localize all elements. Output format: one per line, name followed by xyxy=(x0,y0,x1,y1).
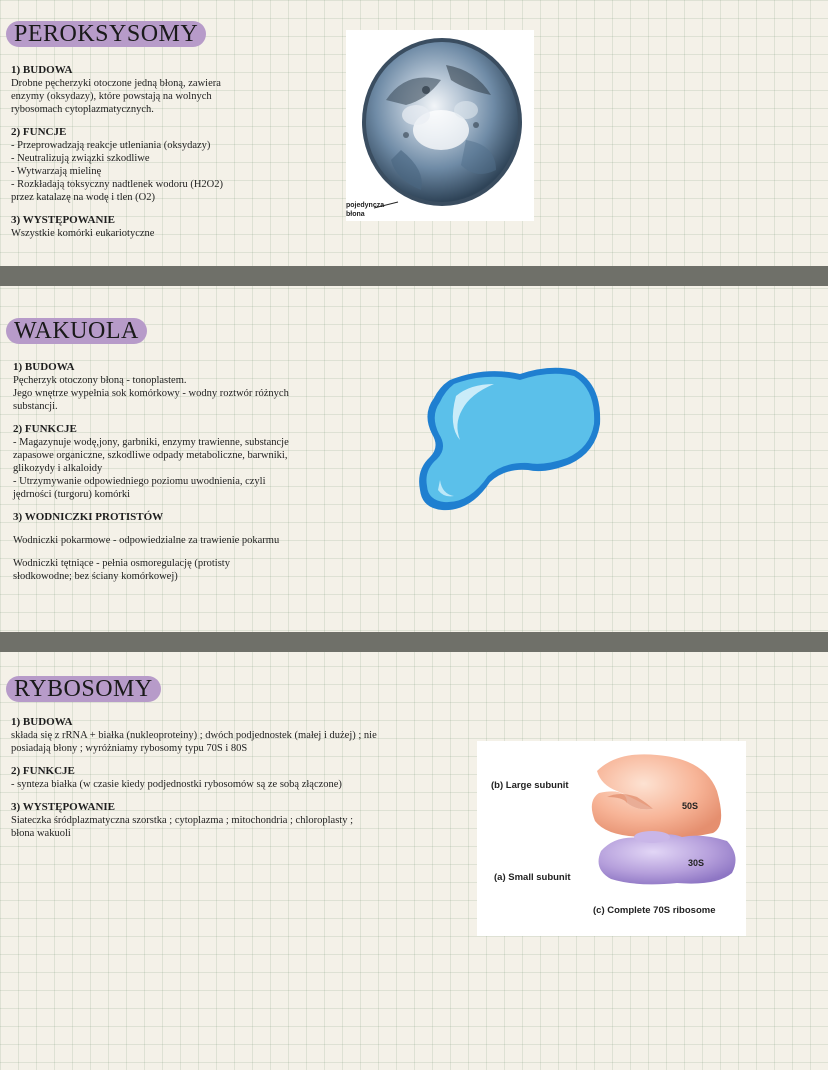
vacuole-illustration xyxy=(410,362,606,518)
ribosome-occurrence-heading: 3) WYSTĘPOWANIE xyxy=(11,801,116,813)
peroxisome-illustration xyxy=(346,30,534,221)
text-line: błona wakuoli xyxy=(11,828,71,839)
ribosome-function-heading: 2) FUNKCJE xyxy=(11,765,75,777)
text-line: Wodniczki tętniące - pełnia osmoregulację (protisty xyxy=(13,558,230,569)
peroxisome-label-line1: pojedyncza xyxy=(346,202,385,209)
text-line: Drobne pęcherzyki otoczone jedną błoną, zawiera xyxy=(11,78,221,89)
text-line: zapasowe organiczne, szkodliwe odpady metaboliczne, barwniki, xyxy=(13,450,288,461)
text-line: - Utrzymywanie odpowiedniego poziomu uwodnienia, czyli xyxy=(13,476,266,487)
text-line: słodkowodne; bez ściany komórkowej) xyxy=(13,571,178,582)
text-line: posiadają błony ; wyróżniamy rybosomy typu 70S i 80S xyxy=(11,743,248,754)
text-line: jędrności (turgoru) komórki xyxy=(13,489,131,500)
peroxisome-image xyxy=(346,30,534,221)
text-line: - Rozkładają toksyczny nadtlenek wodoru (H2O2) xyxy=(11,179,223,190)
ribosome-image xyxy=(477,741,746,936)
peroxisome-occurrence-heading: 3) WYSTĘPOWANIE xyxy=(11,214,116,226)
vacuole-title: WAKUOLA xyxy=(6,318,147,344)
text-line: glikozydy i alkaloidy xyxy=(13,463,103,474)
ribosome-title: RYBOSOMY xyxy=(6,676,161,702)
text-line: - Wytwarzają mielinę xyxy=(11,166,102,177)
peroxisome-text xyxy=(11,64,331,240)
text-line: - Magazynuje wodę,jony, garbniki, enzymy trawienne, substancje xyxy=(13,437,289,448)
protist-vacuole-heading: 3) WODNICZKI PROTISTÓW xyxy=(13,511,164,523)
section-divider xyxy=(0,632,828,652)
ribosome-structure-heading: 1) BUDOWA xyxy=(11,716,73,728)
complete-ribosome-label: (c) Complete 70S ribosome xyxy=(593,905,716,916)
text-line: składa się z rRNA + białka (nukleoproteiny) ; dwóch podjednostek (małej i dużej) ; nie xyxy=(11,730,377,741)
text-line: rybosomach cytoplazmatycznych. xyxy=(11,104,154,115)
peroxisome-title: PEROKSYSOMY xyxy=(6,21,206,47)
peroxisome-label-line2: błona xyxy=(346,211,365,218)
small-subunit-shape xyxy=(599,834,736,884)
vacuole-function-heading: 2) FUNKCJE xyxy=(13,423,77,435)
text-line: - Neutralizują związki szkodliwe xyxy=(11,153,150,164)
text-line: Wodniczki pokarmowe - odpowiedzialne za trawienie pokarmu xyxy=(13,535,280,546)
text-line: substancji. xyxy=(13,401,58,412)
vacuole-text xyxy=(13,361,363,583)
50s-label: 50S xyxy=(682,801,699,811)
large-subunit-label: (b) Large subunit xyxy=(491,780,569,791)
section-divider xyxy=(0,266,828,286)
text-line: Siateczka śródplazmatyczna szorstka ; cytoplazma ; mitochondria ; chloroplasty ; xyxy=(11,815,354,826)
peroxisome-structure-heading: 1) BUDOWA xyxy=(11,64,73,76)
small-subunit-label: (a) Small subunit xyxy=(494,872,571,883)
text-line: enzymy (oksydazy), które powstają na wolnych xyxy=(11,91,212,102)
ribosome-text xyxy=(11,716,451,840)
text-line: Pęcherzyk otoczony błoną - tonoplastem. xyxy=(13,375,187,386)
text-line: Wszystkie komórki eukariotyczne xyxy=(11,228,155,239)
peroxisome-function-heading: 2) FUNCJE xyxy=(11,126,67,138)
text-line: przez katalazę na wodę i tlen (O2) xyxy=(11,192,156,203)
text-line: Jego wnętrze wypełnia sok komórkowy - wodny roztwór różnych xyxy=(13,388,289,399)
text-line: - Przeprowadzają reakcje utleniania (oksydazy) xyxy=(11,140,211,151)
30s-label: 30S xyxy=(688,858,705,868)
vacuole-structure-heading: 1) BUDOWA xyxy=(13,361,75,373)
text-line: - synteza białka (w czasie kiedy podjednostki rybosomów są ze sobą złączone) xyxy=(11,779,342,790)
